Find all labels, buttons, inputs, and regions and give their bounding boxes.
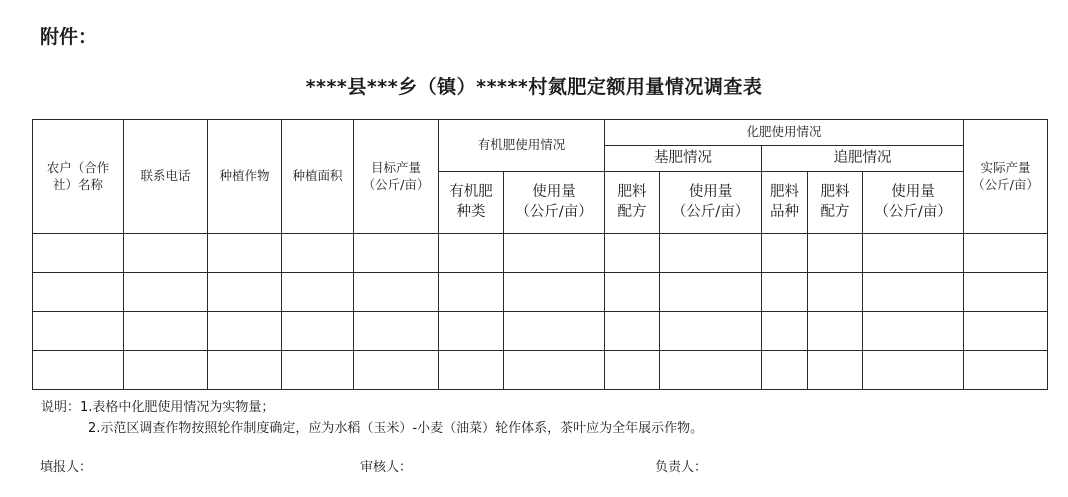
table-cell[interactable] [439, 273, 504, 312]
table-cell[interactable] [208, 234, 282, 273]
header-top-variety: 肥料 品种 [762, 172, 808, 234]
filler-label: 填报人： [40, 460, 93, 475]
header-farmer-name: 农户（合作 社）名称 [33, 120, 124, 234]
header-actual-yield: 实际产量 （公斤/亩） [964, 120, 1048, 234]
table-cell[interactable] [208, 312, 282, 351]
header-organic-type: 有机肥 种类 [439, 172, 504, 234]
table-cell[interactable] [605, 312, 660, 351]
table-cell[interactable] [863, 312, 964, 351]
header-top-amount: 使用量 （公斤/亩） [863, 172, 964, 234]
header-crop: 种植作物 [208, 120, 282, 234]
table-cell[interactable] [33, 351, 124, 390]
table-cell[interactable] [808, 351, 863, 390]
table-cell[interactable] [808, 312, 863, 351]
table-cell[interactable] [504, 234, 605, 273]
table-cell[interactable] [282, 351, 354, 390]
table-cell[interactable] [964, 312, 1048, 351]
attachment-label: 附件： [40, 26, 98, 48]
note-line-1: 说明：1.表格中化肥使用情况为实物量； [41, 400, 275, 415]
table-cell[interactable] [863, 351, 964, 390]
table-cell[interactable] [863, 273, 964, 312]
table-row [33, 351, 1048, 390]
table-cell[interactable] [660, 273, 762, 312]
table-row [33, 312, 1048, 351]
header-phone: 联系电话 [124, 120, 208, 234]
reviewer-label: 审核人： [360, 460, 413, 475]
table-cell[interactable] [964, 351, 1048, 390]
header-organic-amount: 使用量 （公斤/亩） [504, 172, 605, 234]
table-cell[interactable] [354, 234, 439, 273]
table-cell[interactable] [439, 312, 504, 351]
table-cell[interactable] [282, 234, 354, 273]
table-cell[interactable] [33, 273, 124, 312]
table-row [33, 273, 1048, 312]
header-target-yield: 目标产量 （公斤/亩） [354, 120, 439, 234]
header-base-amount: 使用量 （公斤/亩） [660, 172, 762, 234]
header-organic-group: 有机肥使用情况 [439, 120, 605, 172]
table-cell[interactable] [762, 234, 808, 273]
table-cell[interactable] [808, 234, 863, 273]
header-chemical-group: 化肥使用情况 [605, 120, 964, 146]
table-cell[interactable] [964, 273, 1048, 312]
table-cell[interactable] [504, 312, 605, 351]
survey-table [32, 119, 1048, 390]
table-cell[interactable] [762, 351, 808, 390]
header-base-group: 基肥情况 [605, 146, 762, 172]
table-cell[interactable] [282, 273, 354, 312]
table-cell[interactable] [439, 351, 504, 390]
header-base-formula: 肥料 配方 [605, 172, 660, 234]
table-cell[interactable] [863, 234, 964, 273]
table-cell[interactable] [33, 234, 124, 273]
table-cell[interactable] [660, 351, 762, 390]
table-cell[interactable] [208, 351, 282, 390]
table-cell[interactable] [124, 312, 208, 351]
table-cell[interactable] [605, 234, 660, 273]
page-title: ****县***乡（镇）*****村氮肥定额用量情况调查表 [305, 76, 763, 98]
note-line-2: 2.示范区调查作物按照轮作制度确定，应为水稻（玉米）-小麦（油菜）轮作体系，茶叶应为全年展示作物。 [88, 421, 704, 436]
table-cell[interactable] [439, 234, 504, 273]
table-cell[interactable] [124, 273, 208, 312]
table-cell[interactable] [762, 312, 808, 351]
header-area: 种植面积 [282, 120, 354, 234]
table-cell[interactable] [354, 273, 439, 312]
table-cell[interactable] [605, 351, 660, 390]
table-cell[interactable] [124, 234, 208, 273]
table-cell[interactable] [33, 312, 124, 351]
table-cell[interactable] [605, 273, 660, 312]
header-top-formula: 肥料 配方 [808, 172, 863, 234]
notes [41, 397, 703, 439]
table-cell[interactable] [660, 312, 762, 351]
responsible-label: 负责人： [655, 460, 708, 475]
table-cell[interactable] [808, 273, 863, 312]
header-top-group: 追肥情况 [762, 146, 964, 172]
table-cell[interactable] [282, 312, 354, 351]
table-body [33, 234, 1048, 390]
table-cell[interactable] [504, 273, 605, 312]
table-row [33, 234, 1048, 273]
table-cell[interactable] [354, 351, 439, 390]
table-cell[interactable] [964, 234, 1048, 273]
table-cell[interactable] [504, 351, 605, 390]
table-cell[interactable] [208, 273, 282, 312]
table-cell[interactable] [124, 351, 208, 390]
table-cell[interactable] [762, 273, 808, 312]
table-cell[interactable] [354, 312, 439, 351]
table-cell[interactable] [660, 234, 762, 273]
